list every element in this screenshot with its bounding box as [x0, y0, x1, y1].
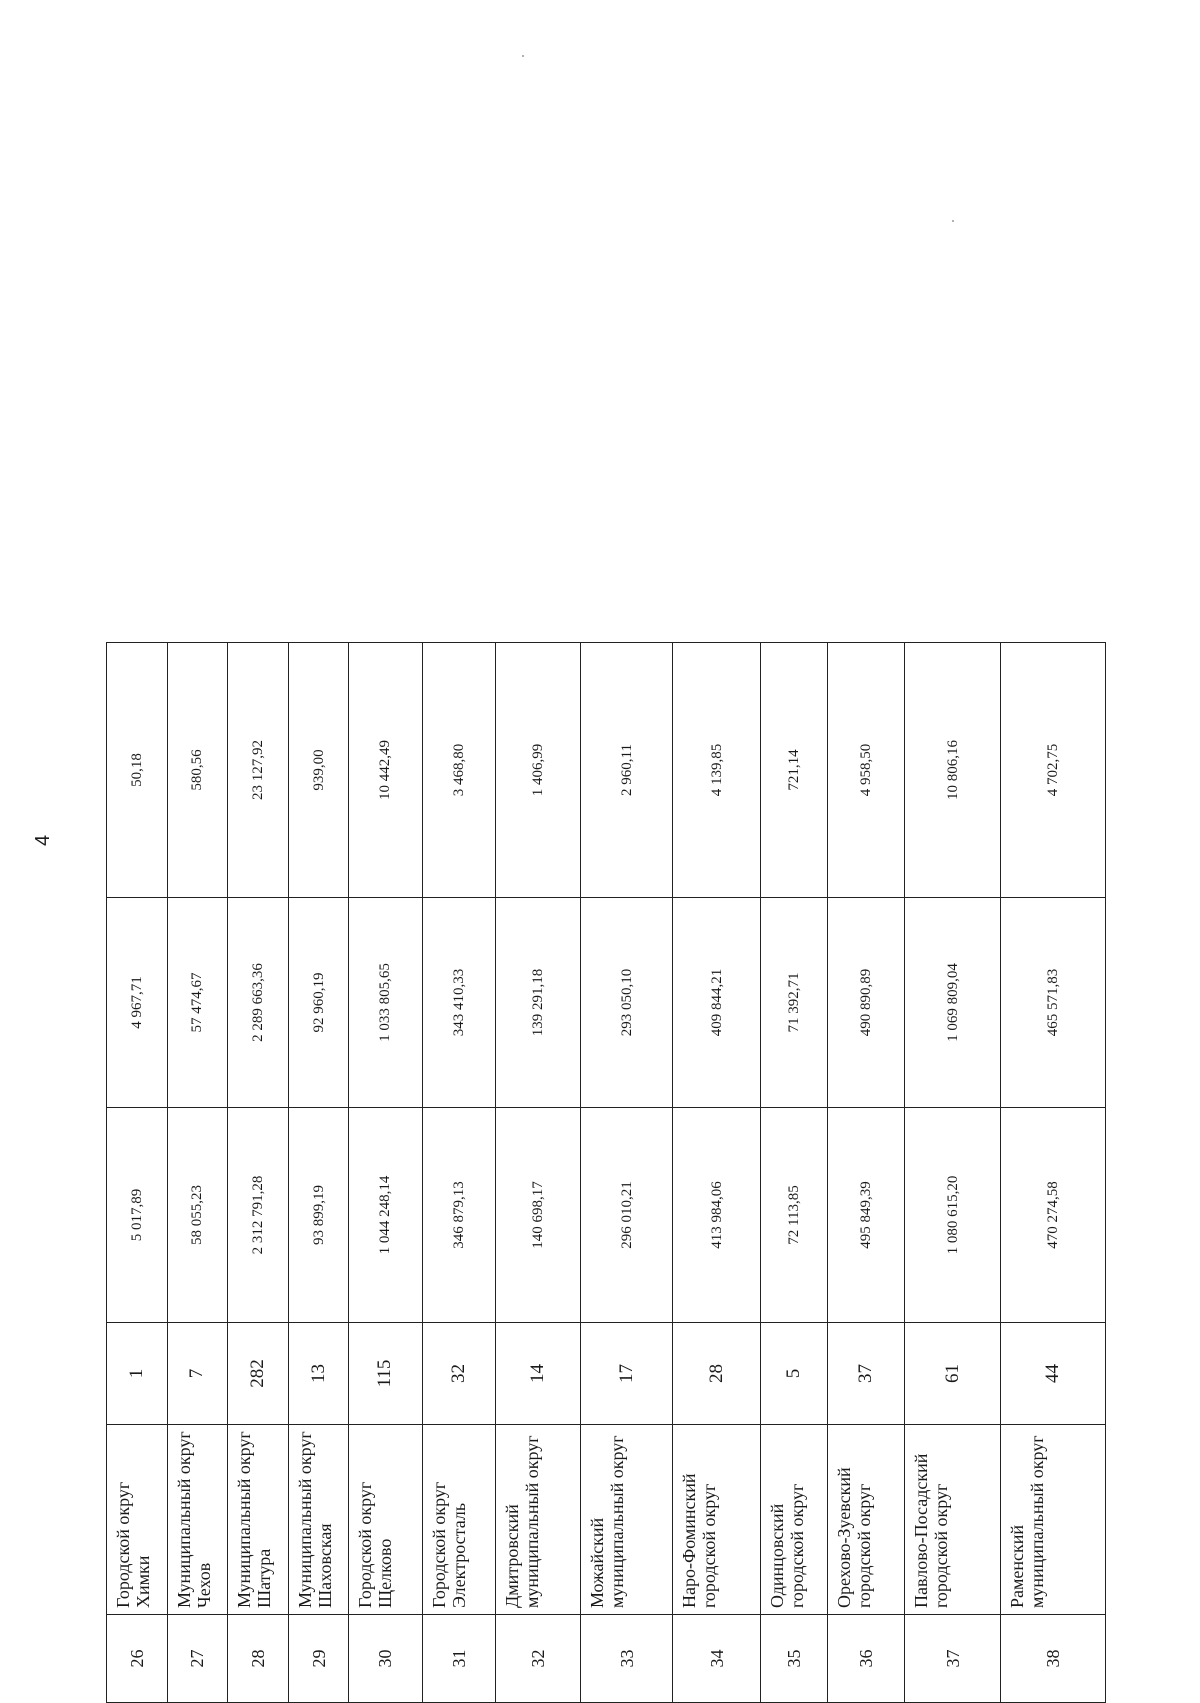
amount-local: 580,56	[167, 643, 228, 898]
amount-local: 10 806,16	[905, 643, 1001, 898]
object-count: 282	[228, 1323, 289, 1425]
row-number: 33	[581, 1615, 673, 1703]
amount-main: 490 890,89	[827, 898, 904, 1108]
amount-local: 2 960,11	[581, 643, 673, 898]
table-row	[422, 643, 495, 1703]
row-number: 32	[495, 1615, 581, 1703]
table-row	[761, 643, 828, 1703]
object-count: 115	[349, 1323, 422, 1425]
amount-local: 10 442,49	[349, 643, 422, 898]
amount-total: 58 055,23	[167, 1108, 228, 1323]
data-table-rotated	[106, 643, 1106, 1703]
amount-local: 1 406,99	[495, 643, 581, 898]
amount-main: 465 571,83	[1001, 898, 1106, 1108]
table-row	[1001, 643, 1106, 1703]
object-count: 1	[107, 1323, 168, 1425]
row-number: 37	[905, 1615, 1001, 1703]
district-name: Муниципальный округ Шатура	[228, 1425, 289, 1615]
object-count: 14	[495, 1323, 581, 1425]
amount-total: 346 879,13	[422, 1108, 495, 1323]
amount-main: 1 033 805,65	[349, 898, 422, 1108]
amount-main: 2 289 663,36	[228, 898, 289, 1108]
table-row	[288, 643, 349, 1703]
page-number: 4	[32, 834, 54, 846]
object-count: 44	[1001, 1323, 1106, 1425]
amount-main: 1 069 809,04	[905, 898, 1001, 1108]
row-number: 36	[827, 1615, 904, 1703]
table-body	[107, 643, 1106, 1703]
district-name: Муниципальный округ Шаховская	[288, 1425, 349, 1615]
object-count: 37	[827, 1323, 904, 1425]
amount-main: 139 291,18	[495, 898, 581, 1108]
row-number: 30	[349, 1615, 422, 1703]
amount-local: 4 958,50	[827, 643, 904, 898]
object-count: 61	[905, 1323, 1001, 1425]
scan-speck	[952, 220, 954, 222]
object-count: 13	[288, 1323, 349, 1425]
table-row	[905, 643, 1001, 1703]
district-name: Дмитровский муниципальный округ	[495, 1425, 581, 1615]
amount-total: 140 698,17	[495, 1108, 581, 1323]
amount-total: 1 080 615,20	[905, 1108, 1001, 1323]
row-number: 26	[107, 1615, 168, 1703]
district-name: Павлово-Посадский городской округ	[905, 1425, 1001, 1615]
table-row	[827, 643, 904, 1703]
district-name: Орехово-Зуевский городской округ	[827, 1425, 904, 1615]
amount-local: 3 468,80	[422, 643, 495, 898]
amount-local: 4 702,75	[1001, 643, 1106, 898]
scan-speck	[522, 55, 524, 57]
amount-local: 50,18	[107, 643, 168, 898]
data-table	[106, 642, 1106, 1703]
row-number: 29	[288, 1615, 349, 1703]
table-row	[349, 643, 422, 1703]
amount-total: 93 899,19	[288, 1108, 349, 1323]
table-row	[167, 643, 228, 1703]
amount-total: 413 984,06	[673, 1108, 761, 1323]
amount-total: 72 113,85	[761, 1108, 828, 1323]
amount-local: 23 127,92	[228, 643, 289, 898]
row-number: 38	[1001, 1615, 1106, 1703]
amount-main: 71 392,71	[761, 898, 828, 1108]
row-number: 27	[167, 1615, 228, 1703]
amount-total: 495 849,39	[827, 1108, 904, 1323]
row-number: 35	[761, 1615, 828, 1703]
amount-local: 721,14	[761, 643, 828, 898]
table-row	[107, 643, 168, 1703]
amount-local: 939,00	[288, 643, 349, 898]
district-name: Раменский муниципальный округ	[1001, 1425, 1106, 1615]
object-count: 5	[761, 1323, 828, 1425]
row-number: 34	[673, 1615, 761, 1703]
district-name: Городской округ Химки	[107, 1425, 168, 1615]
district-name: Наро-Фоминский городской округ	[673, 1425, 761, 1615]
amount-total: 2 312 791,28	[228, 1108, 289, 1323]
district-name: Можайский муниципальный округ	[581, 1425, 673, 1615]
object-count: 7	[167, 1323, 228, 1425]
amount-total: 470 274,58	[1001, 1108, 1106, 1323]
district-name: Одинцовский городской округ	[761, 1425, 828, 1615]
row-number: 28	[228, 1615, 289, 1703]
district-name: Городской округ Электросталь	[422, 1425, 495, 1615]
table-row	[495, 643, 581, 1703]
amount-local: 4 139,85	[673, 643, 761, 898]
object-count: 32	[422, 1323, 495, 1425]
amount-main: 293 050,10	[581, 898, 673, 1108]
object-count: 17	[581, 1323, 673, 1425]
district-name: Городской округ Щелково	[349, 1425, 422, 1615]
amount-total: 5 017,89	[107, 1108, 168, 1323]
table-row	[673, 643, 761, 1703]
amount-total: 296 010,21	[581, 1108, 673, 1323]
amount-main: 343 410,33	[422, 898, 495, 1108]
amount-main: 409 844,21	[673, 898, 761, 1108]
table-row	[581, 643, 673, 1703]
amount-main: 57 474,67	[167, 898, 228, 1108]
amount-total: 1 044 248,14	[349, 1108, 422, 1323]
district-name: Муниципальный округ Чехов	[167, 1425, 228, 1615]
amount-main: 92 960,19	[288, 898, 349, 1108]
amount-main: 4 967,71	[107, 898, 168, 1108]
table-row	[228, 643, 289, 1703]
object-count: 28	[673, 1323, 761, 1425]
row-number: 31	[422, 1615, 495, 1703]
